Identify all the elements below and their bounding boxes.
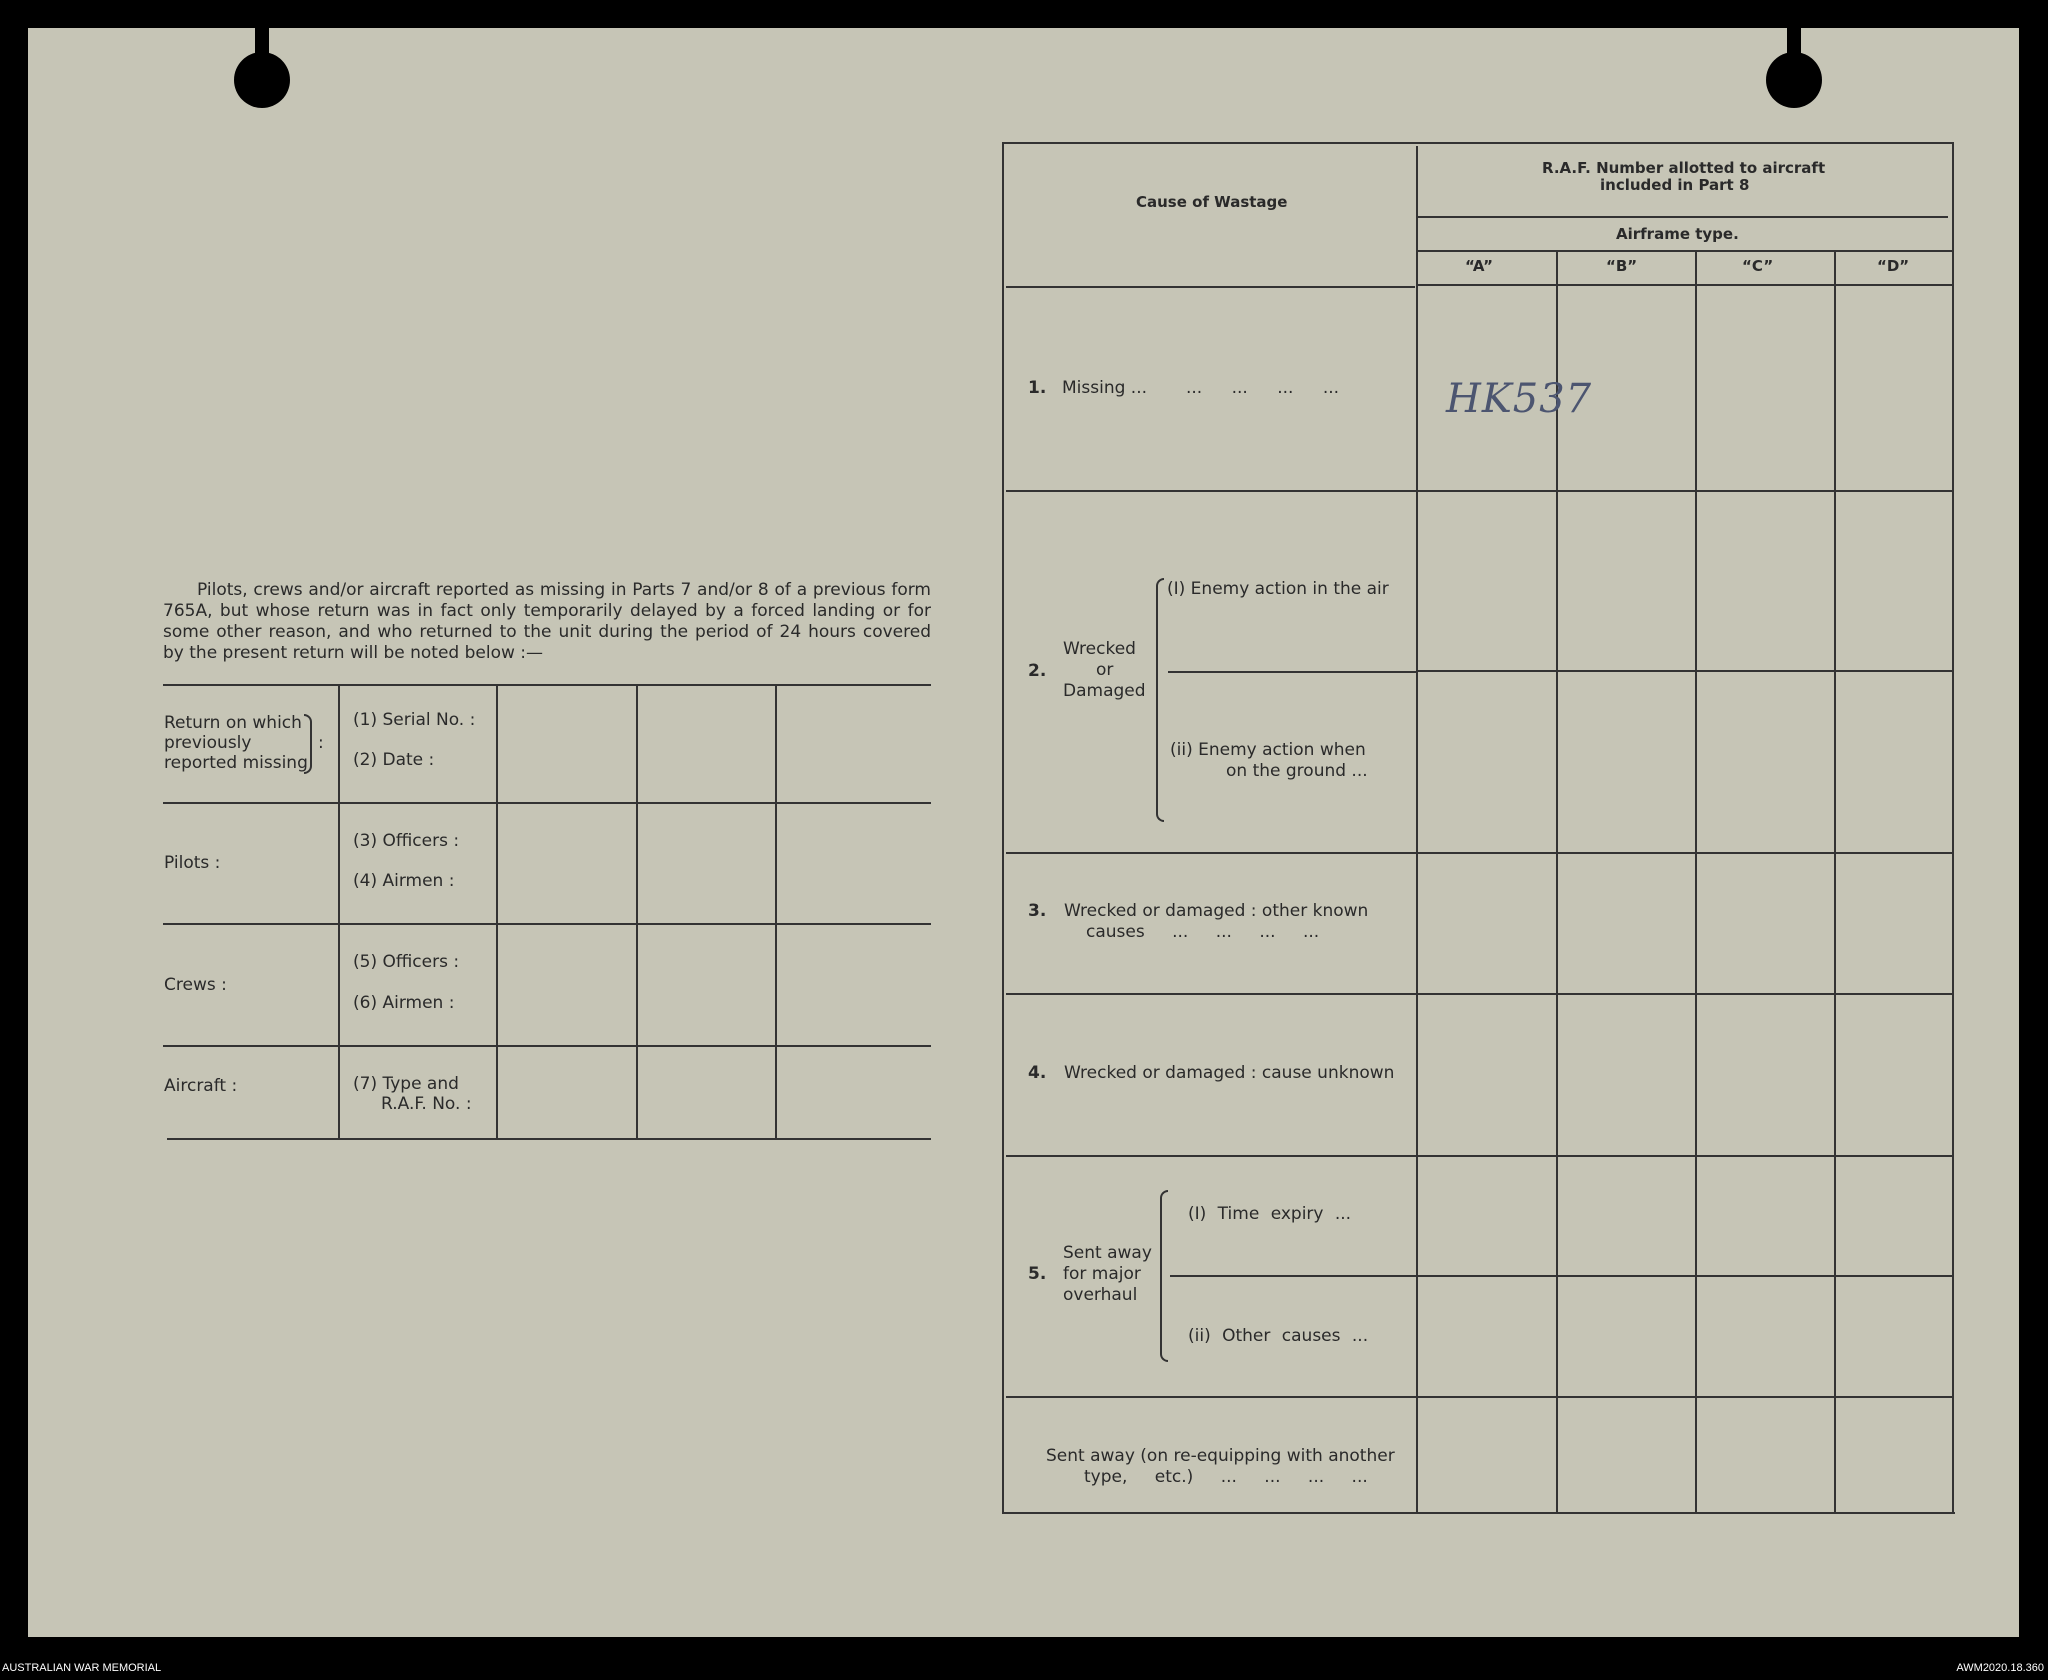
- column-b-header: “B”: [1606, 257, 1638, 275]
- crews-label: Crews :: [164, 975, 227, 995]
- raf-number-header-line1: R.A.F. Number allotted to aircraft: [1542, 159, 1826, 177]
- raf-number-header-line2: included in Part 8: [1600, 176, 1750, 194]
- row2-number: 2.: [1028, 661, 1047, 681]
- serial-no-field: (1) Serial No. :: [353, 710, 476, 730]
- crews-officers-field: (5) Officers :: [353, 952, 460, 972]
- row2-sub2-line2: on the ground ...: [1226, 761, 1368, 781]
- row2-label-line3: Damaged: [1063, 681, 1146, 701]
- row2-sub2-line1: (ii) Enemy action when: [1170, 740, 1366, 760]
- aircraft-type-field: (7) Type and: [353, 1074, 459, 1094]
- date-field: (2) Date :: [353, 750, 435, 770]
- return-label-line2: previously: [164, 733, 252, 753]
- row5-sub2: (ii) Other causes ...: [1188, 1326, 1369, 1346]
- return-label-line3: reported missing: [164, 753, 308, 773]
- footer-credit: AUSTRALIAN WAR MEMORIAL: [2, 1662, 162, 1674]
- return-label-line1: Return on which: [164, 713, 302, 733]
- row5-sub1: (I) Time expiry ...: [1188, 1204, 1352, 1224]
- row3-line2: causes ... ... ... ...: [1086, 922, 1320, 942]
- row5-brace: [1160, 1190, 1168, 1362]
- row5-label-line2: for major: [1063, 1264, 1141, 1284]
- row5-number: 5.: [1028, 1264, 1047, 1284]
- row3-number: 3.: [1028, 901, 1047, 921]
- row6-line1: Sent away (on re-equipping with another: [1046, 1446, 1395, 1466]
- punch-hole-left: [234, 52, 290, 108]
- pilots-label: Pilots :: [164, 853, 221, 873]
- column-d-header: “D”: [1877, 257, 1910, 275]
- handwritten-aircraft-number: HK537: [1446, 376, 1593, 422]
- row5-label-line3: overhaul: [1063, 1285, 1138, 1305]
- row2-brace: [1156, 578, 1164, 822]
- return-colon: :: [318, 733, 324, 753]
- crews-airmen-field: (6) Airmen :: [353, 993, 455, 1013]
- pilots-airmen-field: (4) Airmen :: [353, 871, 455, 891]
- row2-label-line1: Wrecked: [1063, 639, 1136, 659]
- column-a-header: “A”: [1465, 257, 1494, 275]
- row1-number: 1.: [1028, 378, 1047, 398]
- aircraft-raf-no-field: R.A.F. No. :: [381, 1094, 472, 1114]
- row4-number: 4.: [1028, 1063, 1047, 1083]
- row5-label-line1: Sent away: [1063, 1243, 1152, 1263]
- row1-dots: ... ... ... ...: [1186, 378, 1340, 398]
- row2-label-line2: or: [1096, 660, 1114, 680]
- row2-sub1: (I) Enemy action in the air: [1167, 579, 1389, 599]
- instructions-paragraph: Pilots, crews and/or aircraft reported as missing in Parts 7 and/or 8 of a previous form 765A, but whose return was in fact only temporarily delayed by a forced landing or for some other reason, and who returned to the unit during the period of 24 hours covered by the present return will be noted below :—: [163, 580, 931, 663]
- cause-of-wastage-header: Cause of Wastage: [1136, 193, 1288, 211]
- punch-hole-right: [1766, 52, 1822, 108]
- return-brace: [304, 714, 312, 774]
- column-c-header: “C”: [1742, 257, 1774, 275]
- aircraft-label: Aircraft :: [164, 1076, 238, 1096]
- pilots-officers-field: (3) Officers :: [353, 831, 460, 851]
- row1-label: Missing ...: [1062, 378, 1148, 398]
- airframe-type-header: Airframe type.: [1616, 225, 1739, 243]
- row3-line1: Wrecked or damaged : other known: [1064, 901, 1369, 921]
- footer-accession-number: AWM2020.18.360: [1956, 1662, 2044, 1674]
- row6-line2: type, etc.) ... ... ... ...: [1084, 1467, 1368, 1487]
- row4-label: Wrecked or damaged : cause unknown: [1064, 1063, 1395, 1083]
